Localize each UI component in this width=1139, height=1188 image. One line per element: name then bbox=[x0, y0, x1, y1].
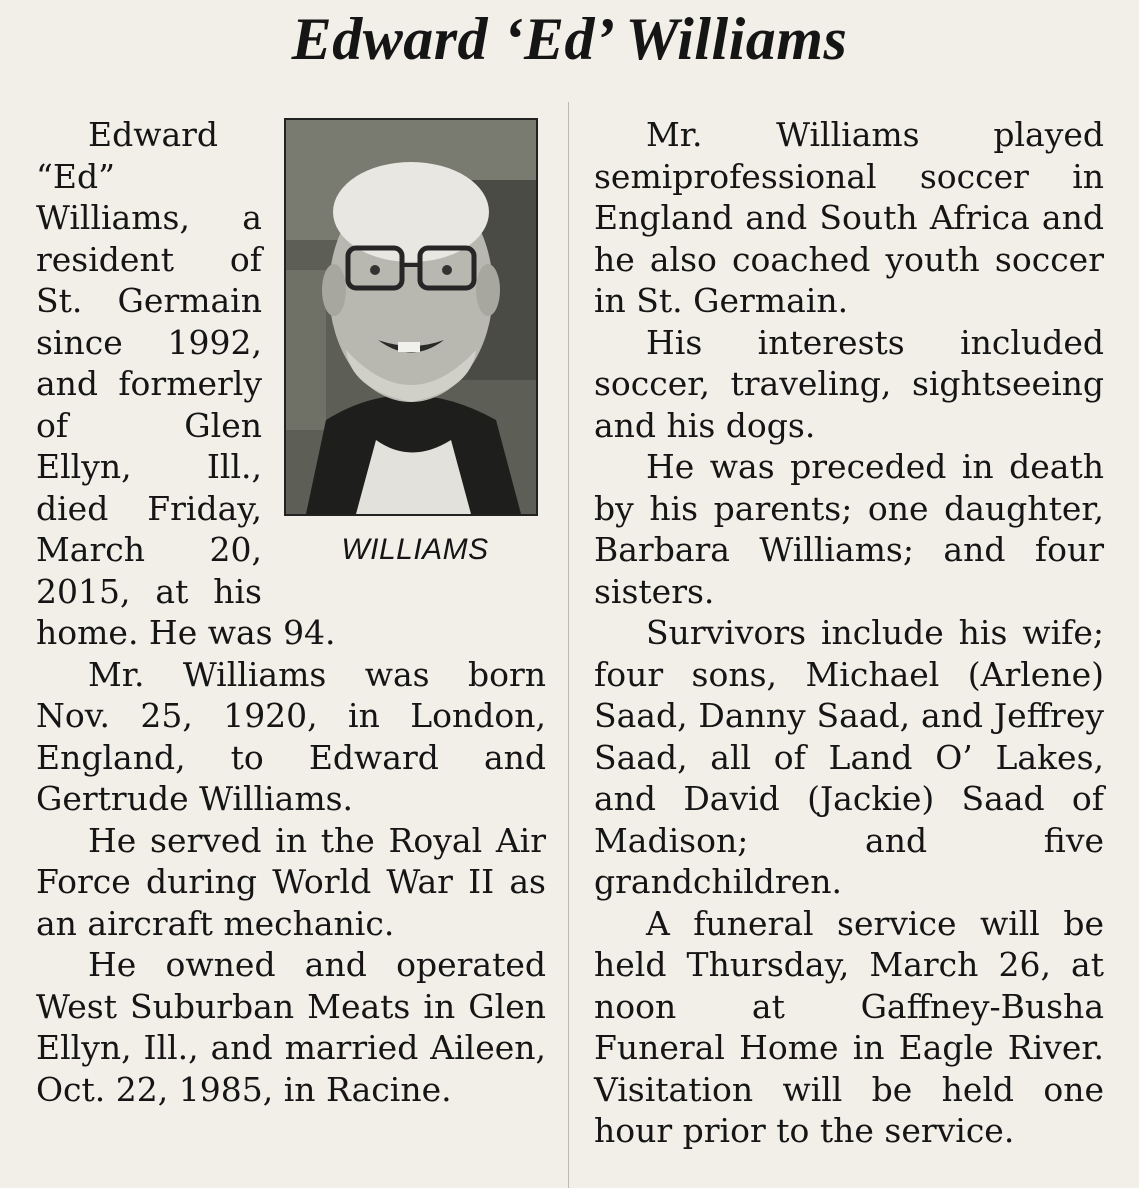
obituary-paragraph: Survivors include his wife; four sons, Michael (Arlene) Saad, Danny Saad, and Jeffrey Saad, all of Land O’ Lakes, and David (Jackie) Saad of Madison; and five grandchildren. bbox=[594, 613, 1104, 901]
photo-caption: WILLIAMS bbox=[341, 533, 489, 566]
column-divider bbox=[568, 102, 569, 1188]
obituary-paragraph: A funeral service will be held Thursday, March 26, at noon at Gaffney-Busha Funeral Home in Eagle River. Visitation will be held one hour prior to the service. bbox=[594, 903, 1104, 1150]
portrait-photo bbox=[284, 118, 538, 516]
obituary-paragraph: Mr. Williams played semiprofessional soccer in England and South Africa and he also coached youth soccer in St. Germain. bbox=[594, 115, 1104, 320]
left-column bbox=[36, 114, 546, 1110]
portrait-figure bbox=[284, 118, 546, 568]
obituary-paragraph: Edward “Ed” Williams, a resident of St. Germain since 1992, and formerly of Glen Ellyn, Ill., died Friday, March 20, 2015, at his home. He was 94. bbox=[36, 115, 336, 652]
obituary-headline: Edward ‘Ed’ Williams bbox=[291, 6, 848, 72]
obituary-paragraph: He owned and operated West Suburban Meats in Glen Ellyn, Ill., and married Aileen, Oct. 22, 1985, in Racine. bbox=[36, 945, 546, 1109]
obituary-paragraph: He was preceded in death by his parents; one daughter, Barbara Williams; and four sisters. bbox=[594, 447, 1104, 611]
right-column bbox=[594, 114, 1104, 1152]
obituary-paragraph: His interests included soccer, traveling, sightseeing and his dogs. bbox=[594, 322, 1104, 445]
obituary-paragraph: He served in the Royal Air Force during World War II as an aircraft mechanic. bbox=[36, 820, 546, 943]
obituary-paragraph: Mr. Williams was born Nov. 25, 1920, in London, England, to Edward and Gertrude Williams. bbox=[36, 654, 546, 818]
